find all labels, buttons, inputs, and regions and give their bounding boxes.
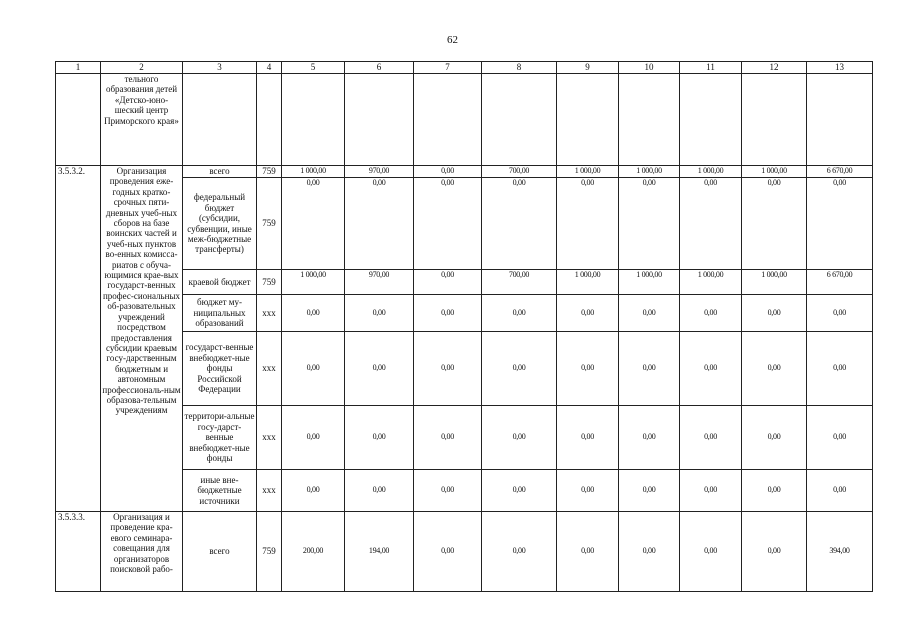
amount-cell: 0,00 (742, 332, 807, 406)
table-row (56, 74, 873, 166)
amount-cell: 0,00 (414, 270, 482, 295)
amount-cell: 0,00 (345, 406, 414, 470)
budget-code: 759 (257, 166, 282, 178)
budget-code: xxx (257, 332, 282, 406)
amount-cell: 0,00 (482, 470, 557, 512)
amount-cell: 0,00 (619, 512, 680, 592)
amount-cell: 970,00 (345, 166, 414, 178)
amount-cell: 1 000,00 (557, 166, 619, 178)
funding-source: бюджет му-ниципальных образований (183, 295, 257, 332)
amount-cell: 0,00 (414, 166, 482, 178)
funding-source: государст-венные внебюджет-ные фонды Российской Федерации (183, 332, 257, 406)
empty-cell (257, 74, 282, 166)
amount-cell: 0,00 (482, 512, 557, 592)
empty-cell (345, 74, 414, 166)
amount-cell: 0,00 (414, 406, 482, 470)
empty-cell (282, 74, 345, 166)
measure-name: Организация и проведение кра-евого семинара-совещания для организаторов поисковой рабо- (101, 512, 183, 592)
empty-cell (414, 74, 482, 166)
amount-cell: 970,00 (345, 270, 414, 295)
amount-cell: 1 000,00 (282, 270, 345, 295)
budget-code: 759 (257, 512, 282, 592)
amount-cell: 700,00 (482, 166, 557, 178)
amount-cell: 0,00 (807, 178, 873, 270)
header-cell: 3 (183, 62, 257, 74)
amount-cell: 0,00 (482, 332, 557, 406)
budget-code: xxx (257, 406, 282, 470)
amount-cell: 6 670,00 (807, 166, 873, 178)
amount-cell: 394,00 (807, 512, 873, 592)
budget-table (55, 61, 873, 592)
amount-cell: 0,00 (557, 178, 619, 270)
amount-cell: 1 000,00 (619, 270, 680, 295)
funding-source: всего (183, 512, 257, 592)
amount-cell: 0,00 (619, 470, 680, 512)
amount-cell: 1 000,00 (680, 166, 742, 178)
amount-cell: 0,00 (345, 295, 414, 332)
amount-cell: 0,00 (680, 295, 742, 332)
amount-cell: 0,00 (619, 295, 680, 332)
amount-cell: 0,00 (414, 178, 482, 270)
amount-cell: 0,00 (282, 178, 345, 270)
amount-cell: 0,00 (807, 406, 873, 470)
amount-cell: 1 000,00 (557, 270, 619, 295)
budget-code: xxx (257, 470, 282, 512)
amount-cell: 194,00 (345, 512, 414, 592)
header-cell: 1 (56, 62, 101, 74)
empty-cell (56, 74, 101, 166)
funding-source: иные вне-бюджетные источники (183, 470, 257, 512)
item-code: 3.5.3.3. (56, 512, 101, 592)
amount-cell: 700,00 (482, 270, 557, 295)
amount-cell: 0,00 (680, 512, 742, 592)
amount-cell: 0,00 (282, 295, 345, 332)
amount-cell: 0,00 (680, 406, 742, 470)
header-cell: 10 (619, 62, 680, 74)
amount-cell: 200,00 (282, 512, 345, 592)
funding-source: федеральный бюджет (субсидии, субвенции, иные меж-бюджетные трансферты) (183, 178, 257, 270)
amount-cell: 0,00 (557, 332, 619, 406)
amount-cell: 0,00 (557, 406, 619, 470)
funding-source: территори-альные госу-дарст-венные внебюджет-ные фонды (183, 406, 257, 470)
amount-cell: 0,00 (482, 178, 557, 270)
amount-cell: 0,00 (557, 295, 619, 332)
empty-cell (557, 74, 619, 166)
budget-code: xxx (257, 295, 282, 332)
amount-cell: 0,00 (807, 332, 873, 406)
amount-cell: 0,00 (680, 332, 742, 406)
amount-cell: 0,00 (680, 470, 742, 512)
amount-cell: 0,00 (742, 470, 807, 512)
amount-cell: 0,00 (619, 332, 680, 406)
header-cell: 7 (414, 62, 482, 74)
header-cell: 11 (680, 62, 742, 74)
header-cell: 2 (101, 62, 183, 74)
amount-cell: 0,00 (807, 470, 873, 512)
empty-cell (482, 74, 557, 166)
header-cell: 6 (345, 62, 414, 74)
header-cell: 9 (557, 62, 619, 74)
amount-cell: 0,00 (282, 470, 345, 512)
empty-cell (619, 74, 680, 166)
amount-cell: 1 000,00 (282, 166, 345, 178)
table-row (56, 166, 873, 178)
page-number: 62 (447, 34, 458, 46)
amount-cell: 0,00 (482, 406, 557, 470)
header-cell: 8 (482, 62, 557, 74)
empty-cell (742, 74, 807, 166)
amount-cell: 0,00 (557, 470, 619, 512)
amount-cell: 1 000,00 (619, 166, 680, 178)
header-cell: 12 (742, 62, 807, 74)
budget-code: 759 (257, 270, 282, 295)
amount-cell: 0,00 (619, 178, 680, 270)
amount-cell: 1 000,00 (680, 270, 742, 295)
amount-cell: 0,00 (807, 295, 873, 332)
funding-source: всего (183, 166, 257, 178)
amount-cell: 0,00 (414, 512, 482, 592)
header-cell: 13 (807, 62, 873, 74)
item-code: 3.5.3.2. (56, 166, 101, 512)
empty-cell (807, 74, 873, 166)
empty-cell (680, 74, 742, 166)
amount-cell: 0,00 (742, 406, 807, 470)
amount-cell: 0,00 (557, 512, 619, 592)
amount-cell: 0,00 (282, 406, 345, 470)
table-row (56, 512, 873, 592)
amount-cell: 0,00 (742, 512, 807, 592)
header-cell: 4 (257, 62, 282, 74)
amount-cell: 6 670,00 (807, 270, 873, 295)
budget-code: 759 (257, 178, 282, 270)
amount-cell: 0,00 (345, 470, 414, 512)
header-row (56, 62, 873, 74)
amount-cell: 0,00 (414, 470, 482, 512)
measure-name: тельного образования детей «Детско-юно-шеский центр Приморского края» (101, 74, 183, 166)
amount-cell: 0,00 (345, 332, 414, 406)
amount-cell: 0,00 (345, 178, 414, 270)
amount-cell: 0,00 (742, 178, 807, 270)
amount-cell: 1 000,00 (742, 270, 807, 295)
amount-cell: 1 000,00 (742, 166, 807, 178)
empty-cell (183, 74, 257, 166)
measure-name: Организация проведения еже-годных кратко-срочных пяти-дневных учеб-ных сборов на базе воинских частей и учеб-ных пунктов во-енных комисса-риатов с обуча-ющимися крае-вых государст-венных профес-сиональных об-разовательных учреждений посредством предоставления субсидии краевым госу-дарственным бюджетным и автономным профессиональ-ным образова-тельным учреждениям (101, 166, 183, 512)
header-cell: 5 (282, 62, 345, 74)
funding-source: краевой бюджет (183, 270, 257, 295)
amount-cell: 0,00 (414, 295, 482, 332)
amount-cell: 0,00 (414, 332, 482, 406)
amount-cell: 0,00 (282, 332, 345, 406)
amount-cell: 0,00 (742, 295, 807, 332)
amount-cell: 0,00 (619, 406, 680, 470)
amount-cell: 0,00 (680, 178, 742, 270)
amount-cell: 0,00 (482, 295, 557, 332)
